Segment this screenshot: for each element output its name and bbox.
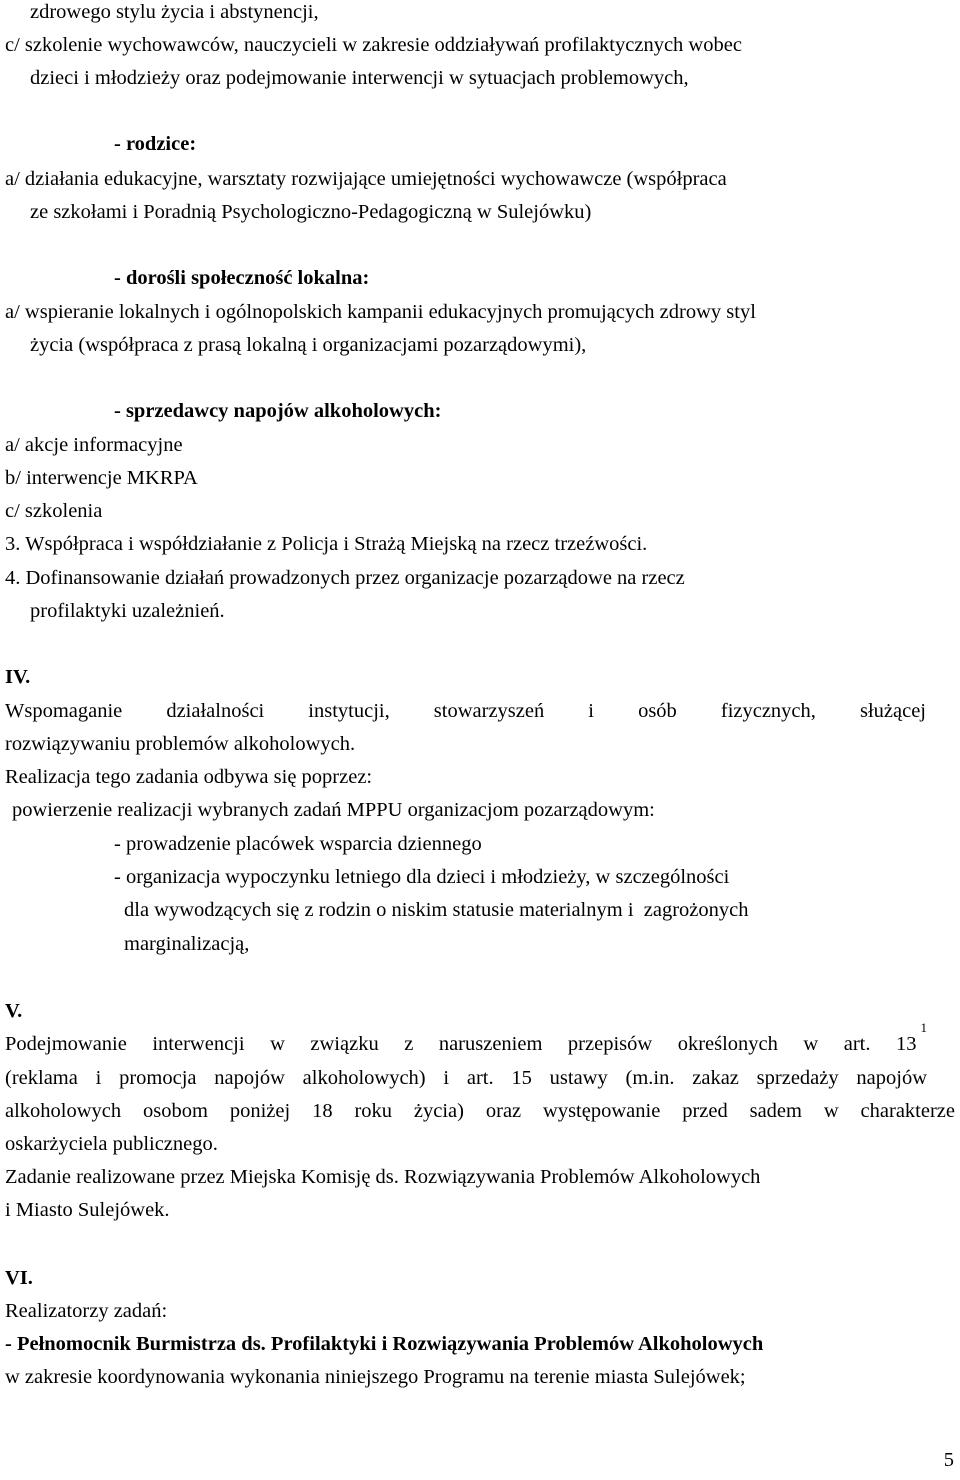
subheading-text: - dorośli społeczność lokalna: [114,267,370,289]
section-heading-v: V. [5,1000,23,1022]
footnote-superscript: 1 [920,1020,927,1035]
bullet-item-continued: marginalizacją, [124,933,250,955]
bullet-item: - prowadzenie placówek wsparcia dziennego [114,833,482,855]
list-item: b/ interwencje MKRPA [5,467,198,489]
paragraph-line: Zadanie realizowane przez Miejska Komisję ds. Rozwiązywania Problemów Alkoholowych [5,1166,761,1188]
paragraph-line: Wspomaganie działalności instytucji, stowarzyszeń i osób fizycznych, służącej [5,700,926,722]
paragraph-line: powierzenie realizacji wybranych zadań MPPU organizacjom pozarządowym: [12,799,655,821]
paragraph-line: alkoholowych osobom poniżej 18 roku życia) oraz występowanie przed sadem w charakterze [5,1100,955,1122]
paragraph-line: Realizacja tego zadania odbywa się poprzez: [5,766,373,788]
page-number: 5 [943,1449,954,1471]
subheading-sprzedawcy: - sprzedawcy napojów alkoholowych: [114,400,442,422]
text-line: dzieci i młodzieży oraz podejmowanie interwencji w sytuacjach problemowych, [30,67,689,89]
text-line: życia (współpraca z prasą lokalną i organizacjami pozarządowymi), [30,334,587,356]
section-heading-iv: IV. [5,666,31,688]
paragraph-line: (reklama i promocja napojów alkoholowych) i art. 15 ustawy (m.in. zakaz sprzedaży napojów [5,1067,927,1089]
paragraph-line: i Miasto Sulejówek. [5,1199,170,1221]
list-item: c/ szkolenia [5,500,103,522]
subheading-dorosli [114,262,369,295]
paragraph-line: rozwiązywaniu problemów alkoholowych. [5,733,356,755]
list-item: 3. Współpraca i współdziałanie z Policja i Strażą Miejską na rzecz trzeźwości. [5,533,648,555]
text-line: zdrowego stylu życia i abstynencji, [30,1,319,23]
list-item-continued: profilaktyki uzależnień. [30,600,225,622]
bullet-item-continued: dla wywodzących się z rodzin o niskim statusie materialnym i zagrożonych [124,899,749,921]
bullet-item: - organizacja wypoczynku letniego dla dzieci i młodzieży, w szczególności [114,866,730,888]
paragraph-line: w zakresie koordynowania wykonania niniejszego Programu na terenie miasta Sulejówek; [5,1366,746,1388]
paragraph-line: oskarżyciela publicznego. [5,1133,218,1155]
text-line: ze szkołami i Poradnią Psychologiczno-Pedagogiczną w Sulejówku) [30,201,592,223]
text-line: c/ szkolenie wychowawców, nauczycieli w zakresie oddziaływań profilaktycznych wobec [5,34,742,56]
list-item: a/ akcje informacyjne [5,434,183,456]
list-item: 4. Dofinansowanie działań prowadzonych przez organizacje pozarządowe na rzecz [5,567,685,589]
paragraph-line-text: Podejmowanie interwencji w związku z naruszeniem przepisów określonych w art. 13 [5,1033,917,1055]
text-line: a/ wspieranie lokalnych i ogólnopolskich kampanii edukacyjnych promujących zdrowy styl [5,301,756,323]
paragraph-line-bold: - Pełnomocnik Burmistrza ds. Profilaktyki i Rozwiązywania Problemów Alkoholowych [5,1333,764,1355]
text-line: a/ działania edukacyjne, warsztaty rozwijające umiejętności wychowawcze (współpraca [5,168,727,190]
section-heading-vi: VI. [5,1267,33,1289]
subheading-rodzice: - rodzice: [114,133,197,155]
paragraph-line [5,1020,927,1061]
paragraph-line: Realizatorzy zadań: [5,1300,168,1322]
